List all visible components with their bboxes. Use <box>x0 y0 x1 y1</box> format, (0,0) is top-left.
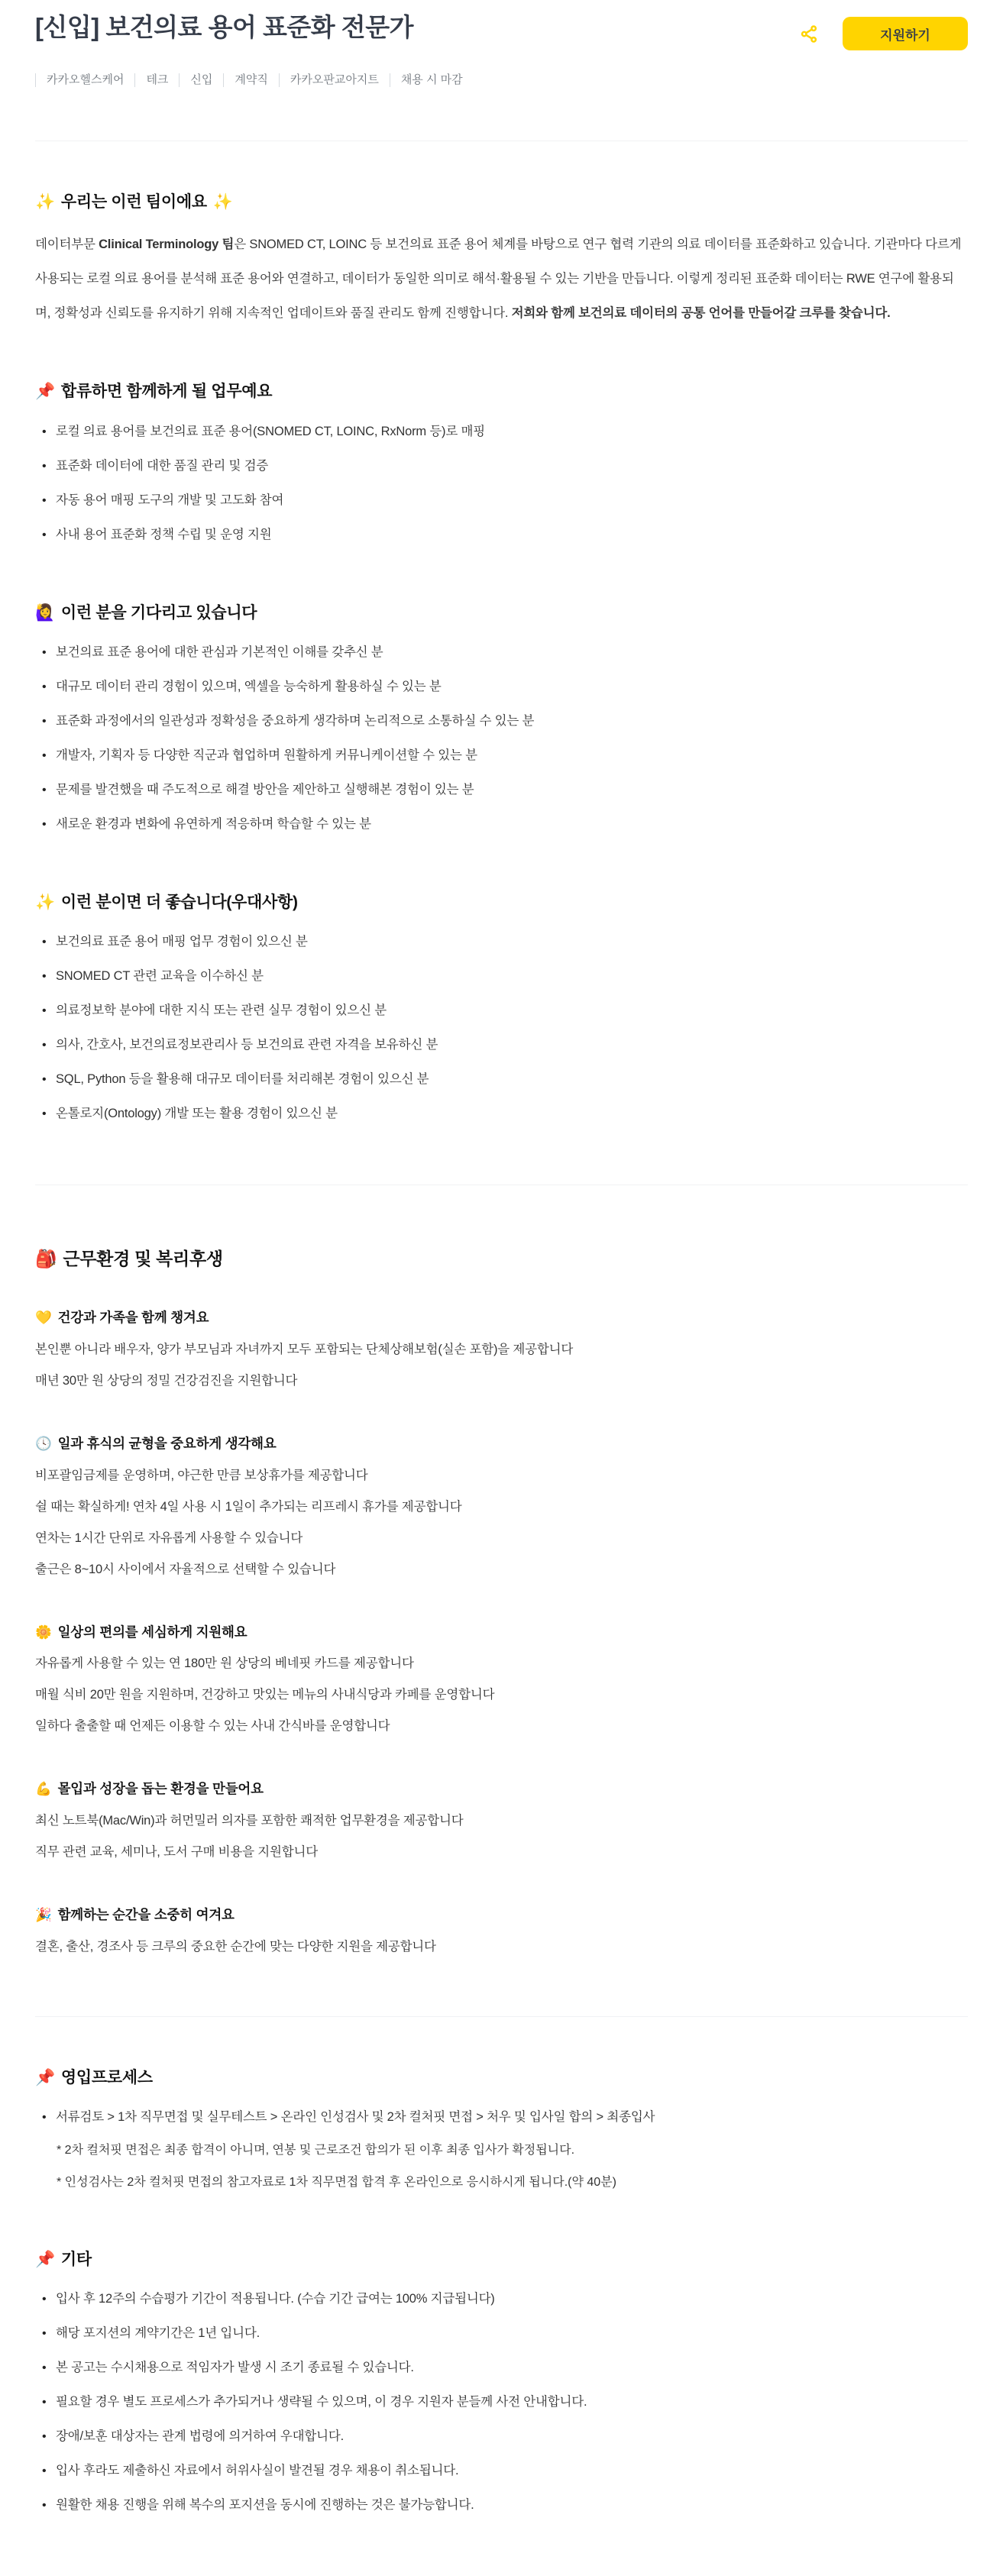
job-meta-tag: 카카오헬스케어 <box>35 73 134 87</box>
benefit-lines <box>35 1334 968 1397</box>
page-title: [신입] 보건의료 용어 표준화 전문가 <box>35 13 413 41</box>
benefit-group-title <box>35 1906 968 1924</box>
list-item: • 해당 포지션의 계약기간은 1년 입니다. <box>35 2316 968 2351</box>
job-meta-tag: 채용 시 마감 <box>390 73 474 87</box>
job-meta-tag: 신입 <box>179 73 223 87</box>
job-header <box>35 11 968 50</box>
benefit-group-title <box>35 1780 968 1798</box>
divider <box>35 2016 968 2017</box>
team-section-title <box>35 192 968 212</box>
share-icon <box>799 24 820 44</box>
benefit-line: 비포괄임금제를 운영하며, 야근한 만큼 보상휴가를 제공합니다 <box>35 1468 368 1482</box>
list-item: • 온톨로지(Ontology) 개발 또는 활용 경험이 있으신 분 <box>35 1097 968 1131</box>
list-item: • 본 공고는 수시채용으로 적임자가 발생 시 조기 종료될 수 있습니다. <box>35 2351 968 2385</box>
list-item: • SNOMED CT 관련 교육을 이수하신 분 <box>35 959 968 994</box>
benefit-group-title-text: 일상의 편의를 세심하게 지원해요 <box>57 1624 248 1640</box>
list-item: • 표준화 과정에서의 일관성과 정확성을 중요하게 생각하며 논리적으로 소통하실 수 있는 분 <box>35 704 968 739</box>
list-item: • 입사 후라도 제출하신 자료에서 허위사실이 발견될 경우 채용이 취소됩니다. <box>35 2454 968 2488</box>
list-item: • 원활한 채용 진행을 위해 복수의 포지션을 동시에 진행하는 것은 불가능합니다. <box>35 2488 968 2523</box>
tasks-section-title <box>35 381 968 402</box>
benefit-group-title-text: 몰입과 성장을 돕는 환경을 만들어요 <box>57 1781 264 1797</box>
team-description <box>35 228 968 331</box>
team-name-bold: Clinical Terminology 팀 <box>99 238 235 252</box>
list-item: • 필요할 경우 별도 프로세스가 추가되거나 생략될 수 있으며, 이 경우 지원자 분들께 사전 안내합니다. <box>35 2385 968 2419</box>
process-note: * 2차 컬처핏 면접은 최종 합격이 아니며, 연봉 및 근로조건 합의가 된 이후 최종 입사가 확정됩니다. <box>57 2144 575 2157</box>
tasks-list <box>35 415 968 552</box>
benefit-group-moments <box>35 1906 968 1963</box>
benefit-line: 출근은 8~10시 사이에서 자율적으로 선택할 수 있습니다 <box>35 1562 336 1576</box>
candidates-section-title <box>35 603 968 623</box>
benefit-line: 일하다 출출할 때 언제든 이용할 수 있는 사내 간식바를 운영합니다 <box>35 1719 390 1734</box>
team-description-body: 은 SNOMED CT, LOINC 등 보건의료 표준 용어 체계를 바탕으로 연구 협력 기관의 의료 데이터를 표준화하고 있습니다. 기관마다 다르게 사용되는 로컬 의료 용어를 분석해 표준 용어와 연결하고, 데이터가 동일한 의미로 해석·활용될 수 있는 기반을 만듭니다. 이렇게 정리된 표준화 데이터는 RWE 연구에 활용되며, 정확성과 신뢰도를 유지하기 위해 지속적인 업데이트와 품질 관리도 함께 진행합니다. <box>35 238 962 321</box>
process-list <box>35 2100 968 2135</box>
benefit-line: 직무 관련 교육, 세미나, 도서 구매 비용을 지원합니다 <box>35 1845 318 1860</box>
list-item: • 의료정보학 분야에 대한 지식 또는 관련 실무 경험이 있으신 분 <box>35 994 968 1028</box>
preferred-section-title-text: 이런 분이면 더 좋습니다(우대사항) <box>60 893 298 911</box>
job-meta-tag: 테크 <box>134 73 179 87</box>
list-item: • 의사, 간호사, 보건의료정보관리사 등 보건의료 관련 자격을 보유하신 분 <box>35 1028 968 1062</box>
benefits-section-title-text: 근무환경 및 복리후생 <box>63 1249 223 1269</box>
list-item: • 로컬 의료 용어를 보건의료 표준 용어(SNOMED CT, LOINC, RxNorm 등)로 매핑 <box>35 415 968 449</box>
benefit-group-title <box>35 1624 968 1641</box>
benefit-lines <box>35 1648 968 1742</box>
process-section-title-text: 영입프로세스 <box>60 2068 153 2086</box>
preferred-section-title <box>35 892 968 913</box>
team-description-intro: 데이터부문 <box>35 238 99 252</box>
sparkles-icon: ✨ <box>35 193 55 211</box>
etc-section-title-text: 기타 <box>60 2251 92 2269</box>
benefit-line: 매년 30만 원 상당의 정밀 건강검진을 지원합니다 <box>35 1373 298 1388</box>
yellow-heart-icon: 💛 <box>35 1310 52 1326</box>
share-button[interactable] <box>799 24 820 44</box>
benefit-lines <box>35 1460 968 1585</box>
etc-section-title <box>35 2249 968 2270</box>
list-item: • 새로운 환경과 변화에 유연하게 적응하며 학습할 수 있는 분 <box>35 807 968 842</box>
sparkles-icon: ✨ <box>212 193 233 211</box>
pushpin-icon: 📌 <box>35 383 55 401</box>
clock-icon: 🕓 <box>35 1435 52 1451</box>
benefit-group-daily-convenience <box>35 1624 968 1743</box>
list-item: • 장애/보훈 대상자는 관계 법령에 의거하여 우대합니다. <box>35 2419 968 2454</box>
party-popper-icon: 🎉 <box>35 1907 52 1923</box>
job-meta-tags <box>35 73 968 87</box>
process-note: * 인성검사는 2차 컬처핏 면접의 참고자료로 1차 직무면접 합격 후 온라인으로 응시하시게 됩니다.(약 40분) <box>57 2176 616 2190</box>
candidates-section-title-text: 이런 분을 기다리고 있습니다 <box>60 603 257 622</box>
apply-button[interactable]: 지원하기 <box>843 17 968 50</box>
job-meta-tag: 카카오판교아지트 <box>279 73 390 87</box>
section-candidates <box>35 603 968 842</box>
tasks-section-title-text: 합류하면 함께하게 될 업무예요 <box>60 383 273 401</box>
benefit-line: 연차는 1시간 단위로 자유롭게 사용할 수 있습니다 <box>35 1530 303 1545</box>
section-process <box>35 2067 968 2199</box>
benefit-group-title <box>35 1435 968 1453</box>
list-item: • 보건의료 표준 용어에 대한 관심과 기본적인 이해를 갖추신 분 <box>35 635 968 670</box>
section-tasks <box>35 381 968 551</box>
section-team <box>35 192 968 331</box>
list-item: • 보건의료 표준 용어 매핑 업무 경험이 있으신 분 <box>35 925 968 959</box>
benefits-section-title <box>35 1248 968 1271</box>
section-benefits <box>35 1248 968 1963</box>
list-item: • SQL, Python 등을 활용해 대규모 데이터를 처리해본 경험이 있으신 분 <box>35 1062 968 1097</box>
sparkles-icon: ✨ <box>35 893 55 911</box>
person-raising-hand-icon: 🙋‍♀️ <box>35 603 55 622</box>
benefit-line: 매월 식비 20만 원을 지원하며, 건강하고 맛있는 메뉴의 사내식당과 카페를 운영합니다 <box>35 1688 495 1702</box>
backpack-icon: 🎒 <box>35 1249 57 1269</box>
benefit-group-title <box>35 1309 968 1327</box>
pushpin-icon: 📌 <box>35 2068 55 2086</box>
benefit-line: 자유롭게 사용할 수 있는 연 180만 원 상당의 베네핏 카드를 제공합니다 <box>35 1656 414 1671</box>
list-item: • 개발자, 기획자 등 다양한 직군과 협업하며 원활하게 커뮤니케이션할 수 있는 분 <box>35 739 968 773</box>
list-item: • 자동 용어 매핑 도구의 개발 및 고도화 참여 <box>35 483 968 518</box>
benefit-group-work-life-balance <box>35 1435 968 1585</box>
process-section-title <box>35 2067 968 2088</box>
process-notes <box>35 2135 968 2199</box>
team-description-closing: 저희와 함께 보건의료 데이터의 공통 언어를 만들어갈 크루를 찾습니다. <box>511 306 891 321</box>
etc-list <box>35 2282 968 2523</box>
benefit-line: 최신 노트북(Mac/Win)과 허먼밀러 의자를 포함한 쾌적한 업무환경을 제공합니다 <box>35 1814 464 1828</box>
pushpin-icon: 📌 <box>35 2251 55 2269</box>
section-preferred <box>35 892 968 1131</box>
team-section-title-text: 우리는 이런 팀이에요 <box>60 193 207 211</box>
list-item: • 표준화 데이터에 대한 품질 관리 및 검증 <box>35 449 968 483</box>
candidates-list <box>35 635 968 842</box>
benefit-lines <box>35 1805 968 1868</box>
benefit-group-growth <box>35 1780 968 1868</box>
benefit-lines <box>35 1931 968 1963</box>
benefit-line: 결혼, 출산, 경조사 등 크루의 중요한 순간에 맞는 다양한 지원을 제공합니다 <box>35 1939 436 1954</box>
blossom-icon: 🌼 <box>35 1624 52 1640</box>
benefit-line: 쉴 때는 확실하게! 연차 4일 사용 시 1일이 추가되는 리프레시 휴가를 제공합니다 <box>35 1499 462 1514</box>
list-item: • 입사 후 12주의 수습평가 기간이 적용됩니다. (수습 기간 급여는 100% 지급됩니다) <box>35 2282 968 2316</box>
list-item: • 대규모 데이터 관리 경험이 있으며, 엑셀을 능숙하게 활용하실 수 있는 분 <box>35 670 968 704</box>
header-actions <box>799 11 968 50</box>
flexed-biceps-icon: 💪 <box>35 1781 52 1797</box>
benefit-group-title-text: 건강과 가족을 함께 챙겨요 <box>57 1310 209 1326</box>
preferred-list <box>35 925 968 1131</box>
job-meta-tag: 계약직 <box>223 73 278 87</box>
benefit-group-health <box>35 1309 968 1397</box>
list-item: • 문제를 발견했을 때 주도적으로 해결 방안을 제안하고 실행해본 경험이 있는 분 <box>35 773 968 807</box>
section-etc <box>35 2249 968 2523</box>
benefit-group-title-text: 함께하는 순간을 소중히 여겨요 <box>57 1907 235 1923</box>
benefit-line: 본인뿐 아니라 배우자, 양가 부모님과 자녀까지 모두 포함되는 단체상해보험(실손 포함)을 제공합니다 <box>35 1342 574 1356</box>
list-item: • 서류검토 > 1차 직무면접 및 실무테스트 > 온라인 인성검사 및 2차 컬처핏 면접 > 처우 및 입사일 합의 > 최종입사 <box>35 2100 968 2135</box>
benefit-group-title-text: 일과 휴식의 균형을 중요하게 생각해요 <box>57 1435 277 1451</box>
list-item: • 사내 용어 표준화 정책 수립 및 운영 지원 <box>35 518 968 552</box>
